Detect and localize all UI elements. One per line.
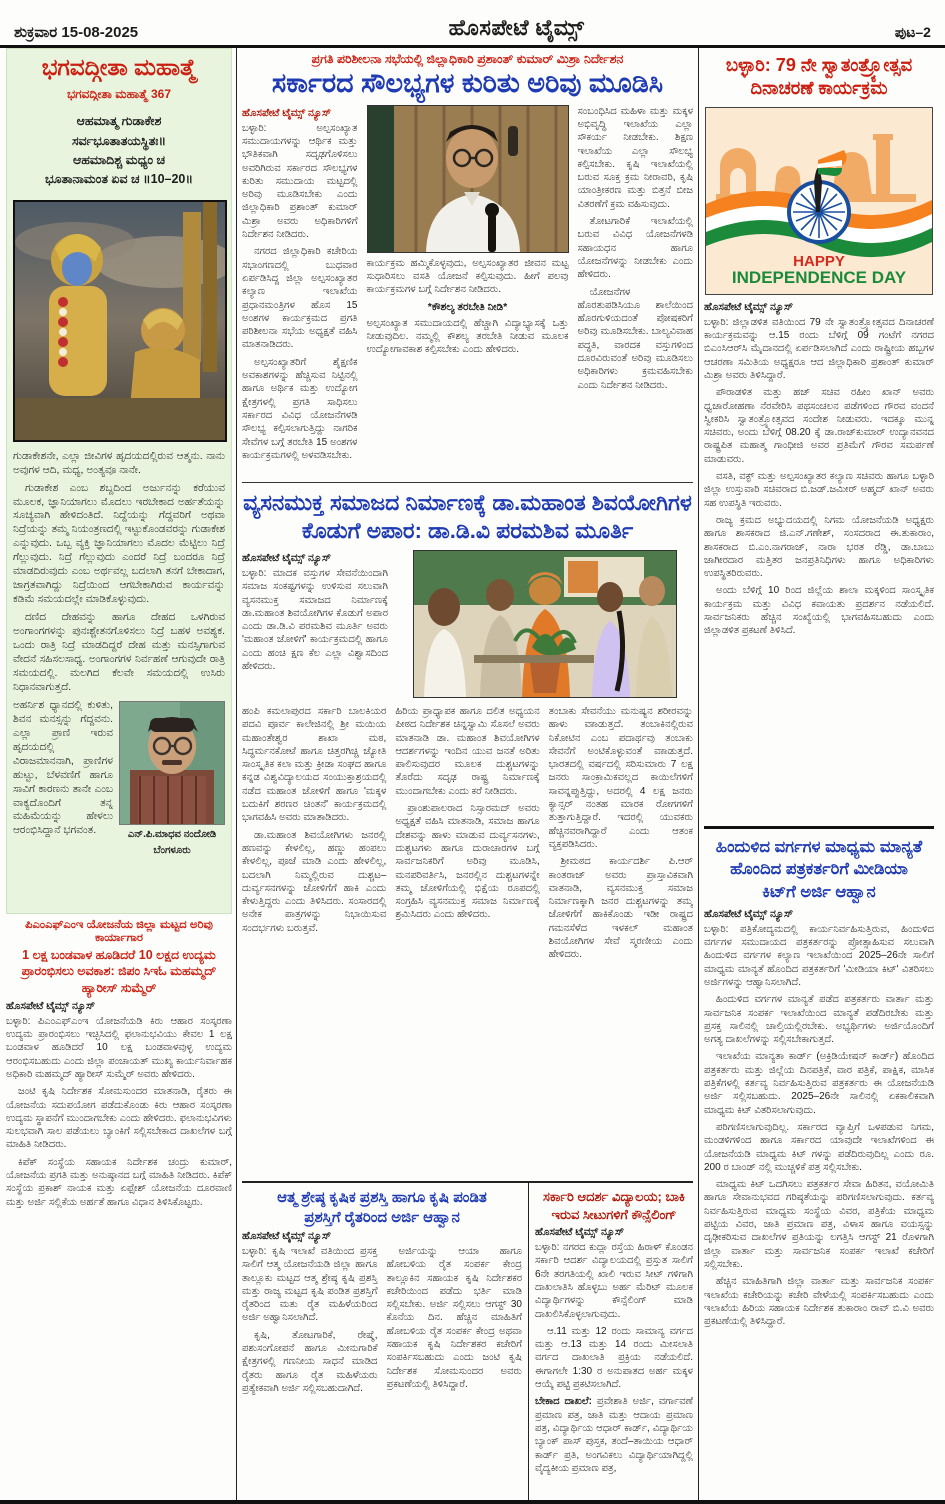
portrait-caption-city: ಬೆಂಗಳೂರು	[153, 844, 191, 856]
paragraph: ಮಾಧ್ಯಮ ಕಿಟ್ ಒದಗಿಸಲು ಪತ್ರಕರ್ತರ ಸೇವಾ ಹಿರಿತನ, ವಯೋಮಿತಿ ಹಾಗೂ ಸೇವಾನುಭವದ ಗರಿಷ್ಠತೆಯನ್ನು ಪರಿಗಣಿಸಲಾಗುವುದು. ಕರ್ತವ್ಯ ನಿರ್ವಹಿಸುತ್ತಿರುವ ಮಾಧ್ಯಮ ಸಂಸ್ಥೆಯ ವಿವರ, ಪತ್ರಿಕೆಯ ಮಾಧ್ಯಮ ಪಟ್ಟಿಯ ವಿವರ, ಜಾತಿ ಪ್ರಮಾಣ ಪತ್ರ, ವಿಳಾಸ ಹಾಗೂ ವಯಸ್ಸನ್ನು ದೃಢೀಕರಿಸುವ ದಾಖಲೆಗಳ ಪ್ರತಿಯನ್ನು ಲಗತ್ತಿಸಿ ಆಗಸ್ಟ್ 21 ರೊಳಗಾಗಿ ಜಿಲ್ಲಾ ವಾರ್ತಾ ಮತ್ತು ಸಾರ್ವಜನಿಕ ಸಂಪರ್ಕ ಇಲಾಖೆ ಕಚೇರಿಗೆ ಸಲ್ಲಿಸಬೇಕು.	[704, 1179, 934, 1270]
headline-line: ಪ್ರಶಸ್ತಿಗೆ ರೈತರಿಂದ ಅರ್ಜಿ ಆಹ್ವಾನ	[304, 1208, 460, 1226]
graphic-text-happy: HAPPY	[793, 252, 845, 270]
graphic-text-independence: INDEPENDENCE DAY	[731, 267, 907, 287]
article-government-facilities	[242, 50, 693, 482]
paragraph: ಹೆಚ್ಚಿನ ಮಾಹಿತಿಗಾಗಿ ಜಿಲ್ಲಾ ವಾರ್ತಾ ಮತ್ತು ಸಾರ್ವಜನಿಕ ಸಂಪರ್ಕ ಇಲಾಖೆಯ ಕಚೇರಿಯನ್ನು ಕಚೇರಿ ವೇಳೆಯಲ್ಲಿ ಸಂಪರ್ಕಿಸಬಹುದು ಎಂದು ಇಲಾಖೆಯ ಹಿರಿಯ ಸಹಾಯಕ ನಿರ್ದೇಶಕ ತುಕಾರಾಂ ರಾವ್ ಬಿ.ವಿ ಅವರು ಪ್ರಕಟಣೆಯಲ್ಲಿ ತಿಳಿಸಿದ್ದಾರೆ.	[704, 1276, 934, 1328]
text-column	[367, 105, 569, 466]
headline-line: ದಿನಾಚರಣೆ ಕಾರ್ಯಕ್ರಮ	[750, 78, 888, 99]
article-columns	[242, 705, 693, 966]
verse-line: ಆಹಮಾದಿಶ್ಚ ಮಧ್ಯಂ ಚ	[72, 152, 166, 167]
dateline: ಹೊಸಪೇಟೆ ಟೈಮ್ಸ್ ನ್ಯೂಸ್	[242, 1230, 332, 1242]
paragraph: ವಸತಿ, ವಕ್ಫ್ ಮತ್ತು ಅಲ್ಪಸಂಖ್ಯಾತರ ಕಲ್ಯಾಣ ಸಚಿವರು ಹಾಗೂ ಬಳ್ಳಾರಿ ಜಿಲ್ಲಾ ಉಸ್ತುವಾರಿ ಸಚಿವರಾದ ಬಿ.ಜಡ್.ಜಮೀರ್ ಅಹ್ಮದ್ ಖಾನ್ ಅವರು ಸಹ ಉಪಸ್ಥಿತಿ ಇರುವರು.	[704, 471, 934, 509]
swamiji-ceremony-photo	[413, 550, 677, 698]
pmfme-kicker: ಪಿಎಂಎಫ್ಎಂಇ ಯೋಜನೆಯ ಜಿಲ್ಲಾ ಮಟ್ಟದ ಅರಿವು ಕಾರ್ಯಾಗಾರ	[25, 919, 213, 944]
paragraph: ಆ.11 ಮತ್ತು 12 ರಂದು ಸಾಮಾನ್ಯ ವರ್ಗದ ಮತ್ತು ಆ.13 ಮತ್ತು 14 ರಂದು ಮೀಸಲಾತಿ ವರ್ಗದ ದಾಖಲಾತಿ ಪ್ರಕ್ರಿಯ ನಡೆಯಲಿದೆ. ಈಗಾಗಲೇ 1:30 ರ ಅನುಪಾತದ ಅರ್ಹ ಮಕ್ಕಳ ಆಯ್ಕೆ ಪಟ್ಟಿ ಪ್ರಕಟಿಸಲಾಗಿದೆ.	[535, 1325, 693, 1391]
right-column	[699, 48, 939, 1500]
district-collector-photo	[367, 105, 569, 253]
center-bottom-row	[242, 1181, 693, 1500]
article-headline: ಸರ್ಕಾರದ ಸೌಲಭ್ಯಗಳ ಕುರಿತು ಅರಿವು ಮೂಡಿಸಿ	[271, 68, 664, 98]
verse-line: ಭೂತಾನಾಮಂತ ಏವ ಚ ॥10–20॥	[44, 172, 194, 187]
paragraph: ರಾಜ್ಯ ಕ್ರಮದ ಅಭ್ಯುದಯದಲ್ಲಿ ನಿಗಮ ಯೋಜನೆಯಡಿ ಅಧ್ಯಕ್ಷರು ಹಾಗೂ ಶಾಸಕರಾದ ಜಿ.ಎನ್.ಗಣೇಶ್, ಸಂಸದರಾದ ಈ.ತುಕಾರಾಂ, ಶಾಸಕರಾದ ಬಿ.ಎಂ.ನಾಗರಾಜ್, ನಾರಾ ಭರತ ರೆಡ್ಡಿ, ಡಾ.ಬಾಬು ಜಾಗೀರದಾರ ಮತ್ತಿತರ ಜನಪ್ರತಿನಿಧಿಗಳು ಹಾಗೂ ಅಧಿಕಾರಿಗಳು ಉಪಸ್ಥಿತರಿರುವರು.	[704, 514, 934, 580]
author-portrait-photo	[119, 701, 225, 825]
paragraph: ಕಾರ್ಯಕ್ರಮ ಹಮ್ಮಿಕೊಳ್ಳವುದು, ಅಲ್ಪಸಂಖ್ಯಾತರ ಜೀವನ ಮಟ್ಟ ಸುಧಾರಿಸಲು ವಸತಿ ಯೋಜನೆ ಕಲ್ಪಿಸುವುದು. ಹೀಗೆ ಪಲವು ಕಾರ್ಯಕ್ರಮಗಳ ಬಗ್ಗೆ ನಿರ್ದೇಶನ ನೀಡಿದರು.	[366, 257, 569, 296]
text-column	[549, 705, 693, 966]
masthead-title: ಹೊಸಪೇಟೆ ಟೈಮ್ಸ್	[448, 15, 585, 40]
paragraph: ಪರಿಗಣಿಸಲಾಗುವುದಿಲ್ಲ. ಸರ್ಕಾರದ ವ್ಯಾಪ್ತಿಗೆ ಒಳಪಡುವ ನಿಗಮ, ಮಂಡಳಿಗಳಿಂದ ಹಾಗೂ ಸರ್ಕಾರದ ಯಾವುದೇ ಇಲಾಖೆಗಳಿಂದ ಈ ಯೋಜನೆಯಡಿ ಮಾಧ್ಯಮ ಕಿಟ್ ಗಳನ್ನು ಪಡೆದಿರುವುದಿಲ್ಲ ಎಂದು ರೂ. 200 ರ ಬಾಂಡ್ ನಲ್ಲಿ ಮುಚ್ಚಳಿಕೆ ಪತ್ರ ಸಲ್ಲಿಸಬೇಕು.	[704, 1121, 934, 1173]
paragraph: ನಗರದ ಜಿಲ್ಲಾಧಿಕಾರಿ ಕಚೇರಿಯ ಸಭಾಂಗಣದಲ್ಲಿ ಬುಧವಾರ ಏರ್ಪಡಿಸಿದ್ದ ಜಿಲ್ಲಾ ಅಲ್ಪಸಂಖ್ಯಾತರ ಕಲ್ಯಾಣ ಇಲಾಖೆಯ ಪ್ರಧಾನಮಂತ್ರಿಗಳ ಹೊಸ 15 ಅಂಶಗಳ ಕಾರ್ಯಕ್ರಮದ ಪ್ರಗತಿ ಪರಿಶೀಲನಾ ಸಭೆಯ ಅಧ್ಯಕ್ಷತೆ ವಹಿಸಿ ಮಾತನಾಡಿದರು.	[242, 246, 358, 351]
edition-date: ಶುಕ್ರವಾರ 15-08-2025	[14, 24, 139, 41]
paragraph: ಗುಡಾಕೇಶನೇ, ಎಲ್ಲಾ ಜೀವಿಗಳ ಹೃದಯದಲ್ಲಿರುವ ಆತ್ಮನು. ನಾನು ಅವುಗಳ ಆದಿ, ಮಧ್ಯ, ಅಂತ್ಯವೂ ನಾನೇ.	[13, 449, 225, 476]
paragraph: ಹಿರಿಯ ಪ್ರಾಧ್ಯಾಪಕ ಹಾಗೂ ದಲಿತ ಅಧ್ಯಯನ ಪೀಠದ ನಿರ್ದೇಶಕ ಚಿನ್ನಸ್ವಾಮಿ ಸೊಸಲೆ ಅವರು ಮಾತನಾಡಿ ಡಾ. ಮಹಾಂತ ಶಿವಯೋಗಿಗಳ ಆದರ್ಶಗಳನ್ನು ಇಂದಿನ ಯುವ ಜನತೆ ಅರಿತು ಪಾಲಿಸುವುದರ ಮೂಲಕ ದುಶ್ಚಟಗಳನ್ನು ತೊರೆದು ಸದೃಢ ರಾಷ್ಟ್ರ ನಿರ್ಮಾಣಕ್ಕೆ ಮುಂದಾಗಬೇಕು ಎಂದು ಕರೆ ನೀಡಿದರು.	[395, 706, 540, 797]
article-atma-award	[242, 1183, 529, 1500]
paragraph: ತೋಟಗಾರಿಕೆ ಇಲಾಖೆಯಲ್ಲಿ ಬರುವ ವಿವಿಧ ಯೋಜನೆಗಳಡಿ ಸಹಾಯಧನ ಹಾಗೂ ಯೋಜನೆಗಳನ್ನು ನೀಡಬೇಕು ಎಂದು ಹೇಳಿದರು.	[577, 216, 693, 281]
paragraph: ಇಲಾಖೆಯ ಮಾನ್ಯತಾ ಕಾರ್ಡ್ (ಅಕ್ರಿಡಿಯೇಷನ್ ಕಾರ್ಡ್) ಹೊಂದಿದ ಪತ್ರಕರ್ತರು ಮತ್ತು ಜಿಲ್ಲೆಯ ದಿನಪತ್ರಿಕೆ, ವಾರ ಪತ್ರಿಕೆ, ಪಾಕ್ಷಿಕ, ಮಾಸಿಕ ಪತ್ರಿಕೆಗಳಲ್ಲಿ ಕರ್ತವ್ಯ ನಿರ್ವಹಿಸುತ್ತಿರುವ ಪತ್ರಕರ್ತರು ಈ ಯೋಜನೆಯಡಿ ಅರ್ಜಿ ಸಲ್ಲಿಸಬಹುದು. 2025–26ನೇ ಸಾಲಿನಲ್ಲಿ ಏಕಕಾಲಿಕವಾಗಿ ಮಾಧ್ಯಮ ಕಿಟ್ ವಿತರಿಸಲಾಗುವುದು.	[704, 1051, 934, 1116]
author-portrait-block	[119, 701, 225, 857]
paragraph: ಬಳ್ಳಾರಿ: ಮಾದಕ ವಸ್ತುಗಳ ಸೇವನೆಯಿಂದಾಗಿ ಸಮಾಜ ಸಂಕಷ್ಟಗಳನ್ನು ಉಳಿಸುವ ಸಲುವಾಗಿ ವ್ಯಸನಮುಕ್ತ ಸಮಾಜದ ನಿರ್ಮಾಣಕ್ಕೆ ಡಾ.ಮಹಾಂತ ಶಿವಯೋಗಿಗಳ ಕೊಡುಗೆ ಅಪಾರ ಎಂದು ಡಾ.ಡಿ.ವಿ ಪರಮಶಿವ ಮೂರ್ತಿ ಅವರು 'ಮಹಾಂತ ಜೋಳಿಗೆ' ಕಾರ್ಯಕ್ರಮದಲ್ಲಿ ಹಾಗೂ ಎಂದು ಹಂಚಿ ಕ್ಷಣ ಕೆಲ ಎಲ್ಲಾ ವಿಶ್ವಾಸದಿಂದ ಹೇಳಿದರು.	[242, 568, 388, 673]
paragraph: ಸಂಬಂಧಿಸಿದ ಮಹಿಳಾ ಮತ್ತು ಮಕ್ಕಳ ಅಭಿವೃದ್ಧಿ ಇಲಾಖೆಯ ಎಲ್ಲಾ ಸೌಕರ್ಯ ನೀಡಬೇಕು. ಶಿಕ್ಷಣ ಇಲಾಖೆಯ ಎಲ್ಲಾ ಸೌಲಭ್ಯ ಕಲ್ಪಿಸಬೇಕು. ಕೃಷಿ ಇಲಾಖೆಯಲ್ಲಿ ಬರುವ ಸೂಕ್ತ ಕ್ರಮ ನೀರಾವರಿ, ಕೃಷಿ ಯಾಂತ್ರೀಕರಣ ಮತ್ತು ಬಿತ್ತನೆ ಬೀಜ ವಿತರಣೆಗೆ ಕ್ರಮ ವಹಿಸುವುದು.	[577, 105, 693, 210]
dateline: ಹೊಸಪೇಟೆ ಟೈಮ್ಸ್ ನ್ಯೂಸ್	[535, 1226, 625, 1239]
headline-line: ಆತ್ಮ ಶ್ರೇಷ್ಠ ಕೃಷಿಕ ಪ್ರಶಸ್ತಿ ಹಾಗೂ ಕೃಷಿ ಪಂಡಿತ	[277, 1189, 487, 1206]
gita-box-title: ಭಗವದ್ಗೀತಾ ಮಹಾತ್ಮೆ	[41, 54, 197, 80]
paragraph: ಅಂದು ಬೆಳಿಗ್ಗೆ 10 ರಿಂದ ಜಿಲ್ಲೆಯ ಶಾಲಾ ಮಕ್ಕಳಿಂದ ಸಾಂಸ್ಕೃತಿಕ ಕಾರ್ಯಕ್ರಮ ಮತ್ತು ವಿವಿಧ ಕವಾಯತು ಪ್ರದರ್ಶನ ನಡೆಯಲಿದೆ. ಸಾರ್ವಜನಿಕರು ಹೆಚ್ಚಿನ ಸಂಖ್ಯೆಯಲ್ಲಿ ಭಾಗವಹಿಸಬಹುದು ಎಂದು ಜಿಲ್ಲಾಡಳಿತ ಪ್ರಕಟಣೆ ತಿಳಿಸಿದೆ.	[704, 585, 934, 637]
left-column	[0, 48, 237, 1500]
dateline: ಹೊಸಪೇಟೆ ಟೈಮ್ಸ್ ನ್ಯೂಸ್	[704, 907, 794, 920]
headline-line: ಕಿಟ್‌ಗೆ ಅರ್ಜಿ ಆಹ್ವಾನ	[762, 882, 876, 901]
sub-headline: *ಕೌಶಲ್ಯ ತರಬೇತಿ ನೀಡಿ*	[427, 300, 508, 313]
portrait-caption-name: ಎನ್.ಪಿ.ಮಾಧವ ನಂದೋಡಿ	[127, 828, 217, 840]
docs-text: ಪ್ರವೇಶಾತಿ ಅರ್ಜಿ, ವರ್ಗಾವಣೆ ಪ್ರಮಾಣ ಪತ್ರ, ಜಾತಿ ಮತ್ತು ಆದಾಯ ಪ್ರಮಾಣ ಪತ್ರ, ವಿದ್ಯಾರ್ಥಿಯ ಆಧಾರ್ ಕಾರ್ಡ್, ವಿದ್ಯಾರ್ಥಿಯ ಬ್ಯಾಂಕ್ ಪಾಸ್ ಪುಸ್ತಕ, ತಂದೆ–ತಾಯಿಯ ಆಧಾರ್ ಕಾರ್ಡ್ ಪ್ರತಿ, ಅಂಗವಿಕಲು ವಿದ್ಯಾರ್ಥಿಯಾಗಿದ್ದಲ್ಲಿ ವೈದ್ಯಕೀಯ ಪ್ರಮಾಣ ಪತ್ರ,	[535, 1396, 693, 1474]
headline-line: ವ್ಯಸನಮುಕ್ತ ಸಮಾಜದ ನಿರ್ಮಾಣಕ್ಕೆ ಡಾ.ಮಹಾಂತ ಶಿವಯೋಗಿಗಳ	[243, 490, 692, 515]
page-body	[0, 48, 945, 1500]
headline-line: ಸರ್ಕಾರಿ ಆದರ್ಶ ವಿದ್ಯಾಲಯ; ಬಾಕಿ	[542, 1189, 685, 1204]
paragraph: ಬಳ್ಳಾರಿ: ಪಿಎಂಎಫ್ಎಂಇ ಯೋಜನೆಯಡಿ ಕಿರು ಆಹಾರ ಸಂಸ್ಕರಣಾ ಉದ್ಯಮ ಪ್ರಾರಂಭಿಸಲು ಇಚ್ಛಿಸಿದಲ್ಲಿ ಫಲಾನುಭವಿಯು ಕೇವಲ 1 ಲಕ್ಷ ಬಂಡವಾಳ ಹೂಡಿದರೆ 10 ಲಕ್ಷ ಬಂಡವಾಳವುಳ್ಳ ಉದ್ಯಮ ಆರಂಭಿಸಬಹುದು ಎಂದು ಜಿಲ್ಲಾ ಪಂಚಾಯತ್ ಮುಖ್ಯ ಕಾರ್ಯನಿರ್ವಾಹಕ ಅಧಿಕಾರಿ ಮಹಮ್ಮದ್ ಹ್ಯಾರೀಸ್ ಸುಮ್ಮೆರ್ ಅವರು ಹೇಳಿದರು.	[6, 1015, 232, 1080]
headline-line: ಕೊಡುಗೆ ಅಪಾರ: ಡಾ.ಡಿ.ವಿ ಪರಮಶಿವ ಮೂರ್ತಿ	[301, 517, 634, 543]
paragraph: ಅಲ್ಪಸಂಖ್ಯಾತರಿಗೆ ಶೈಕ್ಷಣಿಕ ಅವಕಾಶಗಳನ್ನು ಹೆಚ್ಚಿಸುವ ನಿಟ್ಟಿನಲ್ಲಿ ಹಾಗೂ ಅರ್ಥಿಕ ಮತ್ತು ಉದ್ಯೋಗ ಕ್ಷೇತ್ರಗಳಲ್ಲಿ ಪ್ರಗತಿ ಸಾಧಿಸಲು ಸರ್ಕಾರದ ವಿವಿಧ ಯೋಜನೆಗಳಡಿ ಸೌಲಭ್ಯ ಕಲ್ಪಿಸಲಾಗುತ್ತಿದ್ದು ನಾಗರಿಕ ಸೇವೆಗಳ ಬಗ್ಗೆ ತರಬೇತಿ 15 ಅಂಶಗಳ ಕಾರ್ಯಕ್ರಮಗಳಲ್ಲಿ ಅಳವಡಿಸಬೇಕು.	[242, 356, 358, 461]
pmfme-headline: 1 ಲಕ್ಷ ಬಂಡವಾಳ ಹೂಡಿದರೆ 10 ಲಕ್ಷದ ಉದ್ಯಮ ಪ್ರಾರಂಭಿಸಲು ಅವಕಾಶ: ಜಿಪಂ ಸಿಇಓ ಮಹಮ್ಮದ್ ಹ್ಯಾರೀಸ್ ಸುಮ್ಮೆರ್	[21, 948, 217, 995]
paragraph: ಕಿಪೆಕ್ ಸಂಸ್ಥೆಯ ಸಹಾಯಕ ನಿರ್ದೇಶಕ ಚಂದ್ರು ಕುಮಾರ್, ಯೋಜನೆಯ ಪ್ರಗತಿ ಮತ್ತು ಅನುಷ್ಠಾನದ ಬಗ್ಗೆ ಮಾಹಿತಿ ನೀಡಿದರು. ಕಿಪೆಕ್ ಸಂಸ್ಥೆಯ ಪ್ರಕಾಶ್ ನಾಯಕ ಮತ್ತು ಏಫ್ಸೇಶ್ ಯೋಜನೆಯ ದೂರವಾಣಿ ಮತ್ತು ಅರ್ಜಿ ಸಲ್ಲಿಕೆಯ ಅರ್ಹತೆ ಹಾಗೂ ವಿಧಾನ ತಿಳಿಸಿಕೊಟ್ಟರು.	[6, 1156, 232, 1208]
page-number: ಪುಟ–2	[894, 24, 931, 40]
paragraph: ದಣಿದ ದೇಹವನ್ನು ಹಾಗೂ ದೇಹದ ಒಳಗಿರುವ ಅಂಗಾಂಗಗಳನ್ನು ಪುನಃಶ್ಚೇತನಗೊಳಿಸಲು ನಿದ್ರೆ ಬಹಳ ಅವಶ್ಯಕ. ಒಂದು ರಾತ್ರಿ ನಿದ್ರೆ ಮಾಡದಿದ್ದರೆ ದೇಹ ಮತ್ತು ಮನಸ್ಸಿಗಾಗುವ ವೇದನೆ ಸಹಿಸಲಸಾಧ್ಯ. ಅಂಗಾಂಗಗಳ ನಿರ್ವಹಣೆ ಆಗುವುದೇ ರಾತ್ರಿ ಸಮಯದಲ್ಲಿ. ಮಲಗಿದ ಕೆಲವೇ ಸಮಯದಲ್ಲಿ ಉಸಿರು ನಿಧಾನವಾಗುತ್ತದೆ.	[13, 611, 225, 693]
center-column	[237, 48, 699, 1500]
paragraph: ಬಳ್ಳಾರಿ: ಜಿಲ್ಲಾಡಳಿತ ವತಿಯಿಂದ 79 ನೇ ಸ್ವಾತಂತ್ರ್ಯೋತ್ಸವದ ದಿನಾಚರಣೆ ಕಾರ್ಯಕ್ರಮವನ್ನು ಆ.15 ರಂದು ಬೆಳಿಗ್ಗೆ 09 ಗಂಟೆಗೆ ನಗರದ ಬಿಎಂಸಿಆರ್‌ಸಿ ಮೈದಾನದಲ್ಲಿ ಏರ್ಪಡಿಸಲಾಗಿದೆ ಎಂದು ರಾಷ್ಟ್ರೀಯ ಹಬ್ಬಗಳ ಆಚರಣಾ ಸಮಿತಿಯ ಅಧ್ಯಕ್ಷರೂ ಆದ ಜಿಲ್ಲಾಧಿಕಾರಿ ಪ್ರಶಾಂತ್ ಕುಮಾರ್ ಮಿಶ್ರಾ ಅವರು ತಿಳಿಸಿದ್ದಾರೆ.	[704, 316, 934, 381]
article-vyasanamukta-samaja	[242, 482, 693, 1181]
headline-line: ಹಿಂದುಳಿದ ವರ್ಗಗಳ ಮಾಧ್ಯಮ ಮಾನ್ಯತೆ	[715, 838, 923, 856]
dateline: ಹೊಸಪೇಟೆ ಟೈಮ್ಸ್ ನ್ಯೂಸ್	[242, 552, 332, 564]
page-header	[0, 0, 945, 48]
paragraph: ಪ್ರಾಂಶುಪಾಲರಾದ ನಿಸ್ಸಾರಮದ್ ಅವರು ಅಧ್ಯಕ್ಷತೆ ವಹಿಸಿ ಮಾತನಾಡಿ, ಸಮಾಜ ಹಾಗೂ ದೇಶವನ್ನು ಹಾಳು ಮಾಡುವ ದುರ್ವ್ಯಸನಗಳು, ದುಶ್ಚಟಗಳು ಹಾಗೂ ದುರಾಚಾರಗಳ ಬಗ್ಗೆ ಸಾರ್ವಜನಿಕರಿಗೆ ಅರಿವು ಮೂಡಿಸಿ, ಮನಪರಿವರ್ತಿಸಿ, ಜನರಲ್ಲಿನ ದುಶ್ಚಟಗಳನ್ನೇ ತಮ್ಮ ಜೋಳಿಗೆಯಲ್ಲಿ ಭಿಕ್ಷೆಯ ರೂಪದಲ್ಲಿ ಸಂಗ್ರಹಿಸಿ ವ್ಯಸನಮುಕ್ತ ಸಮಾಜ ನಿರ್ಮಾಣಕ್ಕೆ ಶ್ರಮಿಸಿದರು ಎಂದು ಹೇಳಿದರು.	[395, 803, 540, 921]
paragraph: ಗುಡಾಕೇಶ ಎಂಬ ಶಬ್ದದಿಂದ ಅರ್ಜುನನ್ನು ಕರೆಯುವ ಮೂಲಕ, ಜ್ಞಾನಿಯಾಗಲು ಮೊದಲು ಇರಬೇಕಾದ ಅರ್ಹತೆಯನ್ನು ಸೂಚ್ಯವಾಗಿ ಹೇಳಿದಂತಿದೆ. ನಿದ್ದೆಯನ್ನು ಗೆದ್ದವರಿಗೆ ಅಥವಾ ನಿದ್ರೆಯನ್ನು ತಮ್ಮ ನಿಯಂತ್ರಣದಲ್ಲಿ ಇಟ್ಟುಕೊಂಡವರನ್ನು ಗುಡಾಕೇಶ ಎನ್ನುವುದು. ಒಬ್ಬ ವ್ಯಕ್ತಿ ಜ್ಞಾನಿಯಾಗಲು ಮೊದಲ ಮೆಟ್ಟಿಲು ನಿದ್ರೆ ಗೆಲ್ಲುವುದು. ನಿದ್ರೆ ಗೆಲ್ಲುವುದು ಎಂದರೆ ನಿದ್ರೆ ಬಂದರೂ ನಿದ್ರೆ ಮಾಡದಿರುವುದು ಎಂಬ ಅರ್ಥವಲ್ಲ ಬದಲಾಗಿ ತನಗೆ ಬೇಕಾದಾಗ, ಜಾಗ್ರತವಾಗಿದ್ದು ನಿದ್ರೆಯಿಂದ ಆಗಬೇಕಾಗಿರುವ ಕಾರ್ಯವನ್ನು ಕಡಿಮೆ ಸಮಯದಲ್ಲೇ ಮಾಡಿಕೊಳ್ಳುವುದು.	[13, 481, 225, 606]
paragraph: ಕೃಷಿ, ತೋಟಗಾರಿಕೆ, ರೇಷ್ಮೆ, ಪಶುಸಂಗೋಪನೆ ಹಾಗೂ ಮೀನುಗಾರಿಕೆ ಕ್ಷೇತ್ರಗಳಲ್ಲಿ ಗಣನೀಯ ಸಾಧನೆ ಮಾಡಿದ ರೈತರು ಹಾಗೂ ರೈತ ಮಹಿಳೆಯರು ಪ್ರತ್ಯೇಕವಾಗಿ ಅರ್ಜಿ ಸಲ್ಲಿಸಬಹುದಾಗಿದೆ.	[242, 1329, 378, 1394]
paragraph: ಅಲ್ಪಸಂಖ್ಯಾತ ಸಮುದಾಯದಲ್ಲಿ ಹೆಚ್ಚಾಗಿ ವಿದ್ಯಾಭ್ಯಾಸಕ್ಕೆ ಒತ್ತು ನೀಡುವುದಿಲ. ನಮ್ಮಲ್ಲಿ ಕೌಶಲ್ಯ ತರಬೇತಿ ನೀಡುವ ಮೂಲಕ ಉದ್ಯೋಗಾವಕಾಶ ಕಲ್ಪಿಸಬೇಕು ಎಂದು ಹೇಳಿದರು.	[366, 317, 569, 356]
paragraph: ಬಳ್ಳಾರಿ: ಅಲ್ಪಸಂಖ್ಯಾತ ಸಮುದಾಯಗಳನ್ನು ಆರ್ಥಿಕ ಮತ್ತು ಭೌತಿಕವಾಗಿ ಸದೃಢಗೊಳಿಸಲು ಅವರಿಗಿರುವ ಸರ್ಕಾರದ ಸೌಲಭ್ಯಗಳ ಕುರಿತು ಸಮುದಾಯ ಮಟ್ಟದಲ್ಲಿ ಅರಿವು ಮೂಡಿಸಬೇಕು ಎಂದು ಜಿಲ್ಲಾಧಿಕಾರಿ ಪ್ರಶಾಂತ್ ಕುಮಾರ್ ಮಿಶ್ರಾ ಅವರು ಅಧಿಕಾರಿಗಳಿಗೆ ನಿರ್ದೇಶನ ನೀಡಿದರು.	[242, 122, 358, 241]
article-headline	[242, 1188, 522, 1227]
headline-line: ಬಳ್ಳಾರಿ: 79 ನೇ ಸ್ವಾತಂತ್ರ್ಯೋತ್ಸವ	[725, 55, 913, 75]
pmfme-article	[6, 914, 232, 1499]
text-column	[242, 550, 388, 701]
article-headline	[535, 1188, 693, 1223]
photo-column	[397, 550, 693, 701]
text-column	[242, 705, 386, 966]
headline-line: ಹೊಂದಿದ ಪತ್ರಕರ್ತರಿಗೆ ಮೀಡಿಯಾ	[730, 860, 908, 879]
paragraph: ಶ್ರೀಮಠದ ಕಾರ್ಯದರ್ಶಿ ಪಿ.ಆರ್ ಕಾಂತರಾಜ್ ಅವರು ಪ್ರಾಸ್ತಾವಿಕವಾಗಿ ವಾತನಾಡಿ, ವ್ಯಸನಮುಕ್ತ ಸಮಾಜ ನಿರ್ಮಾಣಕ್ಕಾಗಿ ಜನರ ದುಶ್ಚಟಗಳನ್ನು ತಮ್ಮ ಜೋಳಿಗೆಗೆ ಹಾಕಿಕೊಂಡು ಇಡೀ ರಾಷ್ಟ್ರದ ಗಮನಸೆಳೆದ ಇಳಕಲ್ ಮಹಾಂತ ಶಿವಯೋಗಿಗಳ ಸೇವೆ ಸ್ಮರಣೀಯ ಎಂದು ಹೇಳಿದರು.	[548, 856, 693, 961]
article-adarsha-vidyalaya	[529, 1183, 693, 1500]
paragraph: ಹಂಪಿ ಕಮಲಾಪುರದ ಸರ್ಕಾರಿ ಬಾಲಕಿಯರ ಪದವಿ ಪೂರ್ವ ಕಾಲೇಜಿನಲ್ಲಿ ಶ್ರೀ ಮಯಿಯ ಮಹಾಂತೇಶ್ವರ ಶಾಖಾ ಮಠ, ಸಿದ್ಧರ್ಮನಕೋಟೆ ಹಾಗೂ ಚಿತ್ತರಗಿಚ್ಚಿ ಜ್ಯೋತಿ ಸಾಂಸ್ಕೃತಿಕ ಕಲಾ ಮತ್ತು ಕ್ರೀಡಾ ಸಂಘದ ಹಾಗೂ ಕನ್ನಡ ವಿಶ್ವವಿದ್ಯಾಲಯದ ಸಂಯುಕ್ತಾಶ್ರಯದಲ್ಲಿ ನಡೆದ ಮಹಾಂತ ಜೋಳಿಗೆ ಹಾಗೂ 'ಮಕ್ಕಳ ಬದುಕಿಗೆ ಶರಣರ ಚಿಂತನೆ' ಕಾರ್ಯಕ್ರಮದಲ್ಲಿ ಭಾಗವಹಿಸಿ ಅವರು ಮಾತಾಡಿದರು.	[242, 706, 387, 824]
article-independence-day	[704, 50, 934, 826]
article-headline	[242, 489, 693, 544]
paragraph	[535, 1395, 693, 1475]
docs-label: ಬೇಕಾದ ದಾಖಲೆ:	[535, 1396, 592, 1408]
dateline: ಹೊಸಪೇಟೆ ಟೈಮ್ಸ್ ನ್ಯೂಸ್	[704, 300, 794, 313]
paragraph: ಅಹರ್ನಿಶ ಧ್ಯಾನದಲ್ಲಿ ಕುಳಿತು, ಶಿವನ ಮನಸ್ಸನ್ನು ಗೆದ್ದವನು. ಎಲ್ಲಾ ಪ್ರಾಣಿ ಇರುವ ಹೃದಯದಲ್ಲಿ ವಿರಾಜಮಾನನಾಗಿ, ಪ್ರಾಣಿಗಳ ಹುಟ್ಟು, ಬೆಳವಣಿಗೆ ಹಾಗೂ ಸಾವಿಗೆ ಕಾರಣನು ತಾನೇ ಎಂಬ ವಾಕ್ಯದೊಂದಿಗೆ ತನ್ನ ಮಹಿಮೆಯನ್ನು ಹೇಳಲು ಆರಂಭಿಸಿದ್ದಾನೆ ಭಗವಂತ.	[13, 698, 113, 837]
article-headline	[704, 836, 934, 903]
paragraph: ಬಳ್ಳಾರಿ: ಕೃಷಿ ಇಲಾಖೆ ವತಿಯಿಂದ ಪ್ರಸಕ್ತ ಸಾಲಿಗೆ ಆತ್ಮ ಯೋಜನೆಯಡಿ ಜಿಲ್ಲಾ ಹಾಗೂ ತಾಲ್ಲೂಕು ಮಟ್ಟದ ಆತ್ಮ ಶ್ರೇಷ್ಠ ಕೃಷಿ ಪ್ರಶಸ್ತಿ ಮತ್ತು ರಾಜ್ಯ ಮಟ್ಟದ ಕೃಷಿ ಪಂಡಿತ ಪ್ರಶಸ್ತಿಗೆ ರೈತರಿಂದ ಮತು ರೈತ ಮಹಿಳೆಯರಿಂದ ಅರ್ಜಿ ಅಹ್ವಾನಿಸಲಾಗಿದೆ.	[242, 1246, 378, 1324]
verse-line: ಸರ್ವಭೂತಾತಯಸ್ಥಿತಃ॥	[72, 133, 166, 148]
dateline: ಹೊಸಪೇಟೆ ಟೈಮ್ಸ್ ನ್ಯೂಸ್	[6, 999, 96, 1012]
article-lede-row	[242, 550, 693, 701]
paragraph: ತಂಬಾಕು ಸೇವನೆಯು ಮನುಷ್ಯನ ಶರೀರವನ್ನು ಹಾಳು ವಾಾಡುತ್ತದೆ. ತಂಬಾಕಿನಲ್ಲಿರುವ ನಿಕೋಟಿನ ಎಂಬ ಪದಾರ್ಥವು ತಂಬಾಕು ಸೇವನೆಗೆ ಅಂಟಿಕೊಳ್ಳುವಂತೆ ವಾಾಡುತ್ತದೆ. ಭಾರತದಲ್ಲಿ ವರ್ಷದಲ್ಲಿ ಸರಿಸುಮಾರು 7 ಲಕ್ಷ ಜನರು ಸಾಂಕ್ರಾಮಿಕವಲ್ಲದ ಕಾಯಿಲೆಗಳಿಗೆ ಸಾವನ್ನಪ್ಪುತ್ತಿದ್ದು, ಅದರಲ್ಲಿ 4 ಲಕ್ಷ ಜನರು ಕ್ಯಾನ್ಸರ್ ನಂತಹ ಮಾರಕ ರೋಗಗಳಿಗೆ ತುತ್ತಾಗುತ್ತಿದ್ದಾರೆ. ಇದರಲ್ಲಿ ಯುವಕರು ಹೆಚ್ಚಿನವರಾಗಿದ್ದಾರೆ ಎಂದು ಆತಂಕ ವ್ಯಕ್ತಪಡಿಸಿದರು.	[548, 706, 693, 850]
text-column	[242, 105, 358, 466]
paragraph: ಹಿಂದುಳಿದ ವರ್ಗಗಳ ಮಾನ್ಯತೆ ಪಡೆದ ಪತ್ರಕರ್ತರು ವಾರ್ತಾ ಮತ್ತು ಸಾರ್ವಜನಿಕ ಸಂಪರ್ಕ ಇಲಾಖೆಯಿಂದ ಮಾನ್ಯತೆ ಪಡೆದಿರಬೇಕು ಮತ್ತು ಪ್ರಸಕ್ತ ಸಾಲಿನಲ್ಲಿ ಚಾಲ್ತಿಯಲ್ಲಿರಬೇಕು. ಅಭ್ಯರ್ಥಿಗಳು ಅರ್ಜಿಯೊಂದಿಗೆ ಅಗತ್ಯ ದಾಖಲೆಗಳನ್ನು ಸಲ್ಲಿಸಬೇಕಾಗುತ್ತದೆ.	[704, 994, 934, 1046]
paragraph: ಡಾ.ಮಹಾಂತ ಶಿವಯೋಗಿಗಳು ಜನರಲ್ಲಿ ಹಣವನ್ನು ಕೇಳಲಿಲ್ಲ, ಹಣ್ಣು ಹಂಪಲು ಕೇಳಲಿಲ್ಲ, ಪೂಜೆ ಮಾಡಿ ಎಂದು ಹೇಳಲಿಲ್ಲ, ಬದಲಾಗಿ ನಿಮ್ಮಲ್ಲಿರುವ ದುಶ್ಚಟ–ದುರ್ವ್ಯಸನಗಳನ್ನು ಜೋಳಿಗೆಗೆ ಹಾಕಿ ಎಂದು ಕೇಳುತ್ತಿದ್ದರು ಎಂದು ತಿಳಿಸಿದರು. ಸಂಸಾರದಲ್ಲಿ ಅನೇಕ ಪಾತ್ರಗಳನ್ನು ನಿಭಾಯಿಸುವ ಸಂದರ್ಭಗಳು ಬರುತ್ತವೆ.	[242, 829, 387, 934]
headline-line: ಇರುವ ಸೀಟುಗಳಿಗೆ ಕೌನ್ಸೆಲಿಂಗ್	[551, 1206, 677, 1222]
paragraph: ಬಳ್ಳಾರಿ: ನಗರದ ಕುದ್ಲಾ ರಸ್ತೆಯ ಹಿರಾಳ್ ಕೊಂಡನ ಸರ್ಕಾರಿ ಆದರ್ಶ ವಿದ್ಯಾಲಯದಲ್ಲಿ ಪ್ರಸ್ತುತ ಸಾಲಿಗೆ 6ನೇ ತರಗತಿಯಲ್ಲಿ ಖಾಲಿ ಇರುವ ಸೀಟ್ ಗಳಿಗಾಗಿ ದಾಖಲಾತಿಸಿ ಹೊಳ್ಳಬು ಅರ್ಹ ಮೆರಿಟ್ ಮೂಲಕ ವಿದ್ಯಾರ್ಥಿಗಳನ್ನು ಕೌನ್ಸೆಲಿಂಗ್ ಮಾಡಿ ದಾಖಲಿಸಿಕೊಳ್ಳಲಾಗುವುದು.	[535, 1242, 693, 1320]
text-column	[395, 705, 539, 966]
paragraph: ಜಂಟಿ ಕೃಷಿ ನಿರ್ದೇಶಕ ಸೋಮಸುಂದರ ಮಾತನಾಡಿ, ರೈತರು ಈ ಯೋಜನೆಯ ಸದುಪಯೋಗ ಪಡೆದುಕೊಂಡು ಕಿರು ಆಹಾರ ಸಂಸ್ಕರಣಾ ಉದ್ಯಮ ಸ್ಥಾಪನೆಗೆ ಮುಂದಾಗಬೇಕು ಎಂದು ಹೇಳಿದರು. ಫಲಾನುಭವಿಗಳು ಸುಲಭವಾಗಿ ಸಾಲ ಪಡೆಯಲು ಬ್ಯಾಂಕಿಗೆ ಸಲ್ಲಿಸಬೇಕಾದ ದಾಖಲೆಗಳ ಬಗ್ಗೆ ಮಾಹಿತಿ ನೀಡಿದರು.	[6, 1086, 232, 1151]
independence-day-graphic	[705, 107, 933, 295]
article-kicker: ಪ್ರಗತಿ ಪರಿಶೀಲನಾ ಸಭೆಯಲ್ಲಿ ಜಿಲ್ಲಾಧಿಕಾರಿ ಪ್ರಶಾಂತ್ ಕುಮಾರ್ ಮಿಶ್ರಾ ನಿರ್ದೇಶನ	[311, 52, 624, 66]
article-media-kit	[704, 826, 934, 1498]
paragraph: ಯೋಜನೆಗಳ ಹೊರತುಪಡಿಸಿಯೂ ಶಾಲೆಯಿಂದ ಹೊರಗುಳಿಯದಂತೆ ಪೋಷಕರಿಗೆ ಅರಿವು ಮೂಡಿಸಬೇಕು. ಬಾಲ್ಯವಿವಾಹ ಪದ್ಧತಿ, ವಾರದಕ ವಸ್ತುಗಳಿಂದ ದೂರವಿರುವಂತೆ ಅರಿವು ಮೂಡಿಸಲು ಅಧಿಕಾರಿಗಳು ಕ್ರಮವಹಿಸಬೇಕು ಎಂದು ನಿರ್ದೇಶನ ನೀಡಿದರು.	[577, 286, 693, 391]
dateline: ಹೊಸಪೇಟೆ ಟೈಮ್ಸ್ ನ್ಯೂಸ್	[242, 106, 332, 119]
bhagavadgita-box	[6, 48, 232, 914]
article-columns	[242, 105, 693, 466]
article-columns	[242, 1245, 522, 1397]
gita-reference: ಭಗವದ್ಗೀತಾ ಮಹಾತ್ಮೆ 367	[66, 87, 171, 102]
paragraph: ಪೌರಾಡಳಿತ ಮತ್ತು ಹಜ್ ಸಚಿವ ರಹೀಂ ಖಾನ್ ಅವರು ಧ್ವಜಾರೋಹಣಾ ನೆರವೇರಿಸಿ ಪಥಸಂಚಲನ ಪಡೆಗಳಿಂದ ಗೌರವ ವಂದನೆ ಸ್ವೀಕರಿಸಿ ಸ್ವಾತಂತ್ರ್ಯೋತ್ಸವದ ಸಂದೇಶ ನೀಡುವರು. ಇದಕ್ಕೂ ಮುನ್ನ ಸಚಿವರು, ಅಂದು ಬೆಳಿಗ್ಗೆ 08.20 ಕ್ಕೆ ಡಾ.ರಾಜ್‌ಕುಮಾರ್ ಉದ್ಯಾನವನದ ರಾಷ್ಟ್ರಪಿತ ಮಹಾತ್ಮ ಗಾಂಧೀಜಿ ಅವರ ಪ್ರತಿಮೆಗೆ ಗೌರವ ಸಮರ್ಪಣೆ ಮಾಡುವರು.	[704, 387, 934, 465]
verse-line: ಆಹಮಾತ್ಮ ಗುಡಾಕೇಶ	[76, 114, 162, 129]
text-column	[578, 105, 694, 466]
article-headline	[704, 54, 934, 101]
gita-verse	[13, 112, 225, 190]
paragraph: ಬಳ್ಳಾರಿ: ಪತ್ರಿಕೋದ್ಯಮದಲ್ಲಿ ಕಾರ್ಯನಿರ್ವಹಿಸುತ್ತಿರುವ, ಹಿಂದುಳಿದ ವರ್ಗಗಳ ಸಮುದಾಯದ ಪತ್ರಕರ್ತರನ್ನು ಪ್ರೋತ್ಸಾಹಿಸುವ ಸಲುವಾಗಿ ಹಿಂದುಳಿದ ವರ್ಗಗಳ ಕಲ್ಯಾಣ ಇಲಾಖೆಯಿಂದ 2025–26ನೇ ಸಾಲಿಗೆ ಮಾಧ್ಯಮ ಮಾನ್ಯತೆ ಹೊಂದಿದ ಪತ್ರಕರ್ತರಿಗೆ 'ಮೀಡಿಯಾ ಕಿಟ್' ವಿತರಿಸಲು ಅರ್ಜಿಗಳನ್ನು ಆಹ್ವಾನಿಸಲಾಗಿದೆ.	[704, 923, 934, 988]
paragraph: ಅರ್ಜಿಯನ್ನು ಆಯಾ ಹಾಗೂ ಹೋಬಳಿಯ ರೈತ ಸಂಪರ್ಕ ಕೇಂದ್ರ ತಾಲ್ಲೂಕಿನ ಸಹಾಯಕ ಕೃಷಿ ನಿರ್ದೇಶಕರ ಕಚೇರಿಯಿಂದ ಪಡೆದು ಭರ್ತಿ ಮಾಡಿ ಸಲ್ಲಿಸಬೇಕು. ಅರ್ಜಿ ಸಲ್ಲಿಸಲು ಆಗಸ್ಟ್ 30 ಕೊನೆಯ ದಿನ. ಹೆಚ್ಚಿನ ಮಾಹಿತಿಗೆ ಹೋಬಳಿಯ ರೈತ ಸಂಪರ್ಕ ಕೇಂದ್ರ ಅಥವಾ ಸಹಾಯಕ ಕೃಷಿ ನಿರ್ದೇಶಕರ ಕಚೇರಿಗೆ ಸಂಪರ್ಕಿಸಬಹುದು ಎಂದು ಜಂಟಿ ಕೃಷಿ ನಿರ್ದೇಶಕ ಸೋಮಸುಂದರ ಅವರು ಪ್ರಕಟಣೆಯಲ್ಲಿ ತಿಳಿಸಿದ್ದಾರೆ.	[386, 1246, 522, 1390]
krishna-arjuna-photo	[13, 200, 227, 442]
